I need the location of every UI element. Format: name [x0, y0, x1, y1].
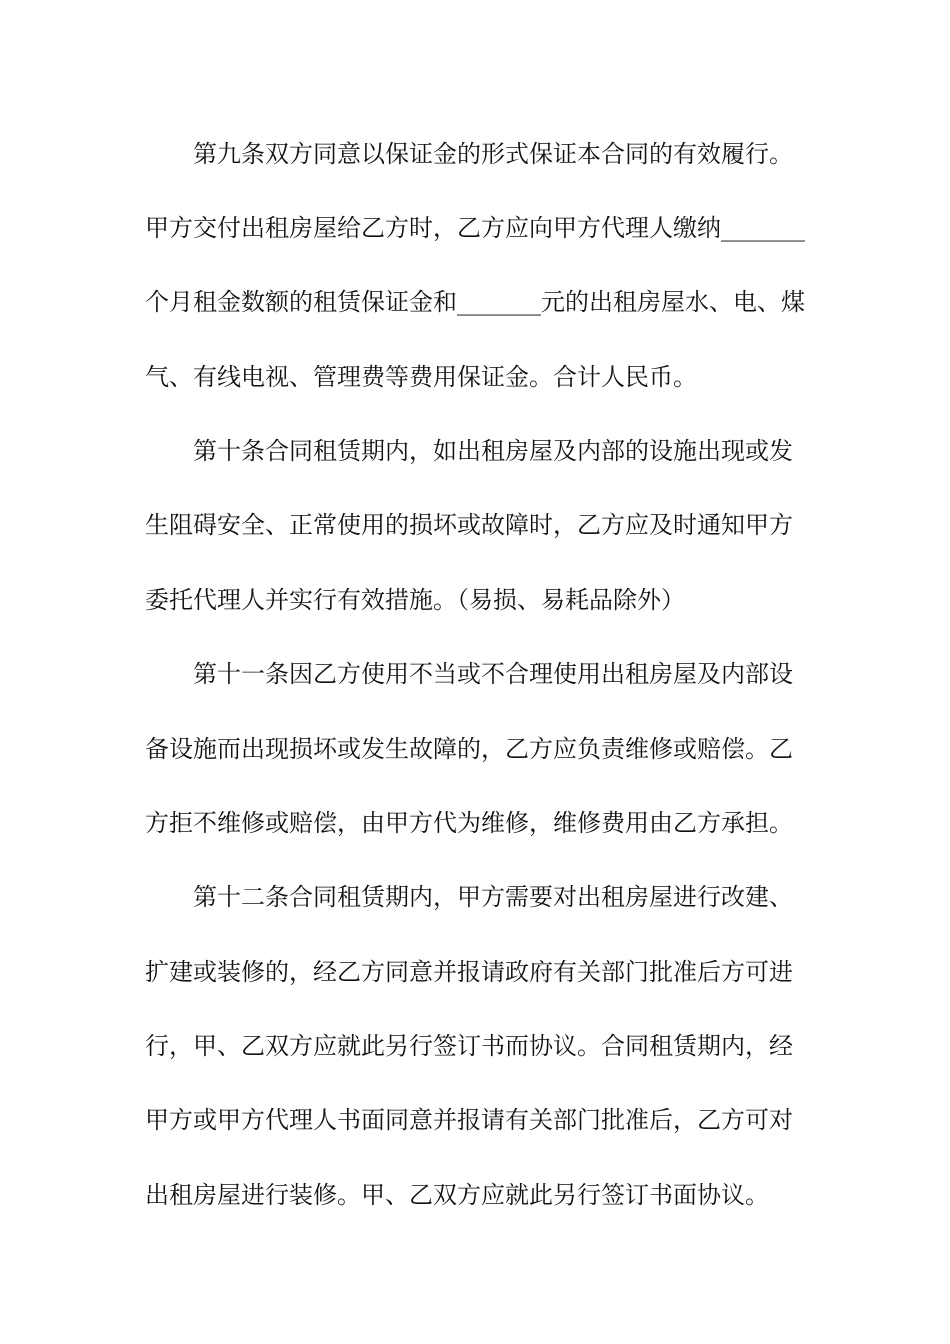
paragraph-12-line-1: 第十二条合同租赁期内，甲方需要对出租房屋进行改建、 [193, 883, 793, 911]
paragraph-12-line-4: 甲方或甲方代理人书面同意并报请有关部门批准后，乙方可对 [145, 1106, 793, 1134]
paragraph-11-line-1: 第十一条因乙方使用不当或不合理使用出租房屋及内部设 [193, 660, 793, 688]
paragraph-9-line-4: 气、有线电视、管理费等费用保证金。合计人民币。 [145, 363, 697, 391]
paragraph-9-line-3: 个月租金数额的租赁保证金和_______元的出租房屋水、电、煤 [145, 288, 805, 316]
paragraph-10-line-1: 第十条合同租赁期内，如出租房屋及内部的设施出现或发 [193, 437, 793, 465]
paragraph-11-line-2: 备设施而出现损坏或发生故障的，乙方应负责维修或赔偿。乙 [145, 735, 793, 763]
paragraph-11-line-3: 方拒不维修或赔偿，由甲方代为维修，维修费用由乙方承担。 [145, 809, 793, 837]
paragraph-10-line-3: 委托代理人并实行有效措施。（易损、易耗品除外） [145, 586, 685, 614]
paragraph-9-line-2: 甲方交付出租房屋给乙方时，乙方应向甲方代理人缴纳_______ [145, 214, 805, 242]
paragraph-10-line-2: 生阻碍安全、正常使用的损坏或故障时，乙方应及时通知甲方 [145, 511, 793, 539]
paragraph-9-line-1: 第九条双方同意以保证金的形式保证本合同的有效履行。 [193, 140, 793, 168]
paragraph-12-line-5: 出租房屋进行装修。甲、乙双方应就此另行签订书面协议。 [145, 1181, 769, 1209]
paragraph-12-line-3: 行，甲、乙双方应就此另行签订书而协议。合同租赁期内，经 [145, 1032, 793, 1060]
paragraph-12-line-2: 扩建或装修的，经乙方同意并报请政府有关部门批准后方可进 [145, 958, 793, 986]
